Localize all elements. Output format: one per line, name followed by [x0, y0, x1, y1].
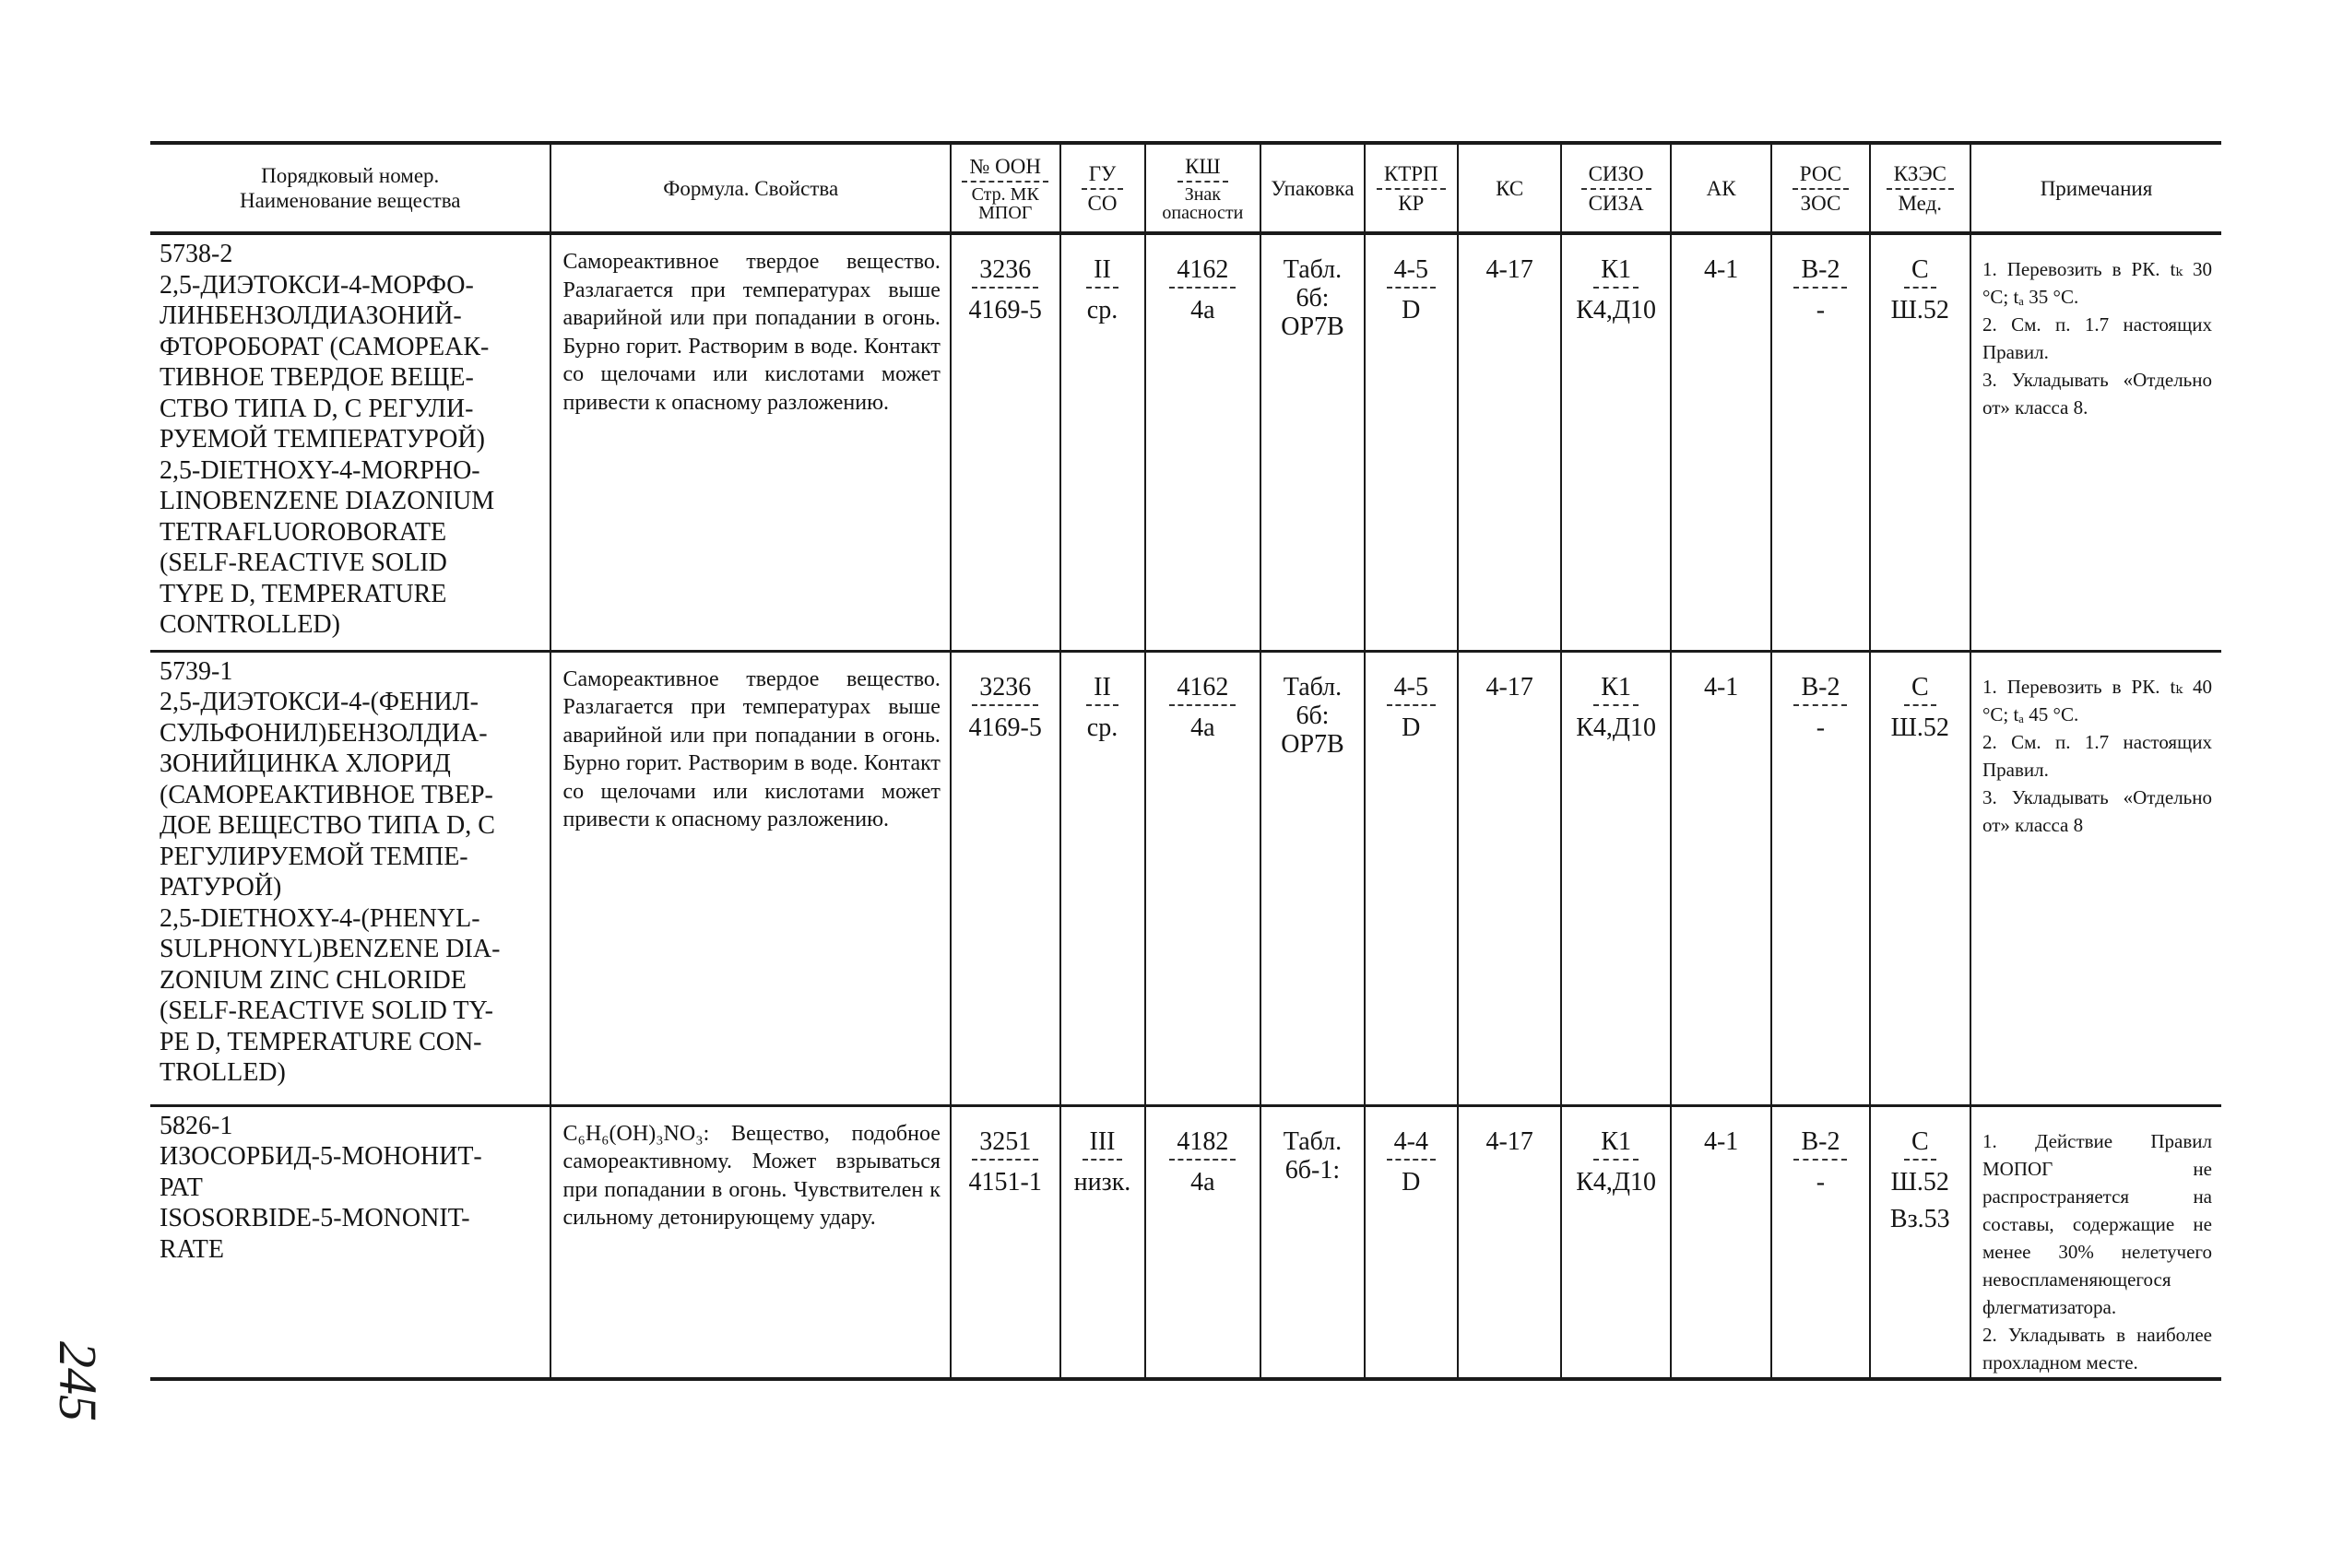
pack-line: 6б-1:: [1284, 1155, 1341, 1185]
med-value: Ш.52: [1890, 1167, 1949, 1197]
header-ks: КС: [1458, 143, 1561, 233]
gu-value: II: [1086, 673, 1118, 706]
kzes-cell: [1870, 233, 1970, 651]
table-row: [150, 651, 2221, 1105]
name-line: 5826-1: [160, 1111, 233, 1140]
ak-cell: 4-1: [1671, 1105, 1771, 1379]
name-line: РАТУРОЙ): [160, 873, 282, 902]
header-ktrp: [1365, 143, 1458, 233]
ksh-cell: [1145, 651, 1261, 1105]
header-sizo-bot: СИЗА: [1588, 191, 1644, 215]
header-un: [951, 143, 1060, 233]
ros-cell: [1771, 1105, 1869, 1379]
header-name-line2: Наименование вещества: [239, 189, 461, 212]
kzes-value: С: [1904, 1127, 1936, 1161]
name-line: ИЗОСОРБИД-5-МОНОНИТ-: [160, 1142, 482, 1171]
name-line: SULPHONYL)BENZENE DIA-: [160, 935, 501, 963]
ros-cell: [1771, 651, 1869, 1105]
header-ksh-bot1: Знак: [1184, 183, 1222, 205]
name-line: ЛИНБЕНЗОЛДИАЗОНИЙ-: [160, 301, 462, 330]
name-line: RATE: [160, 1234, 224, 1264]
sizo-cell: [1561, 651, 1671, 1105]
page-number: 245: [48, 1341, 108, 1421]
name-line: РУЕМОЙ ТЕМПЕРАТУРОЙ): [160, 425, 485, 454]
gu-cell: [1060, 651, 1145, 1105]
ros-cell: [1771, 233, 1869, 651]
header-ros-bot: ЗОС: [1800, 191, 1841, 215]
kzes-value: С: [1904, 673, 1936, 706]
header-sizo-top: СИЗО: [1581, 162, 1651, 190]
name-line: ZONIUM ZINC CHLORIDE: [160, 965, 467, 995]
header-kzes-bot: Мед.: [1898, 191, 1943, 215]
name-line: (SELF-REACTIVE SOLID: [160, 548, 447, 577]
pack-line: ОР7В: [1281, 312, 1344, 341]
gu-value: II: [1086, 255, 1118, 289]
name-line: 2,5-DIETHOXY-4-(PHENYL-: [160, 903, 480, 933]
packaging-cell: [1260, 1105, 1364, 1379]
hazard-sign: 4а: [1190, 713, 1215, 742]
header-ros: [1771, 143, 1869, 233]
name-line: 2,5-ДИЭТОКСИ-4-(ФЕНИЛ-: [160, 688, 479, 716]
name-line: 2,5-ДИЭТОКСИ-4-МОРФО-: [160, 270, 474, 300]
un-number: 3251: [972, 1127, 1038, 1161]
name-line: ISOSORBIDE-5-MONONIT-: [160, 1204, 470, 1232]
note-line: 2. См. п. 1.7 настоящих Правил.: [1982, 730, 2212, 781]
kr-value: D: [1402, 296, 1421, 324]
ks-cell: 4-17: [1458, 1105, 1561, 1379]
name-line: 5738-2: [160, 240, 233, 268]
sizo-value: К1: [1593, 255, 1639, 289]
header-un-bot1: Стр. МК: [971, 183, 1039, 205]
ak-cell: 4-1: [1671, 233, 1771, 651]
kzes-value: С: [1904, 255, 1936, 289]
siza-value: К4,Д10: [1576, 713, 1657, 742]
sizo-value: К1: [1593, 1127, 1639, 1161]
name-line: LINOBENZENE DIAZONIUM: [160, 487, 495, 515]
substance-name-cell: [150, 1105, 550, 1379]
header-gu-bot: СО: [1087, 191, 1118, 215]
note-line: 2. См. п. 1.7 настоящих Правил.: [1982, 313, 2212, 363]
un-cell: [951, 651, 1060, 1105]
kzes-cell: [1870, 1105, 1970, 1379]
ak-cell: 4-1: [1671, 651, 1771, 1105]
ksh-value: 4182: [1169, 1127, 1236, 1161]
zos-value: -: [1816, 713, 1826, 742]
med-value: Ш.52: [1890, 713, 1949, 742]
substance-name-cell: [150, 233, 550, 651]
header-ktrp-bot: КР: [1398, 191, 1425, 215]
notes-cell: [1970, 651, 2221, 1105]
name-line: TROLLED): [160, 1058, 286, 1087]
ktrp-value: 4-5: [1387, 673, 1436, 706]
packaging-cell: [1260, 233, 1364, 651]
note-line: 2. Укладывать в наиболее прохладном месте.: [1982, 1323, 2212, 1373]
name-line: TYPE D, TEMPERATURE: [160, 579, 447, 608]
kzes-cell: [1870, 651, 1970, 1105]
ks-cell: 4-17: [1458, 233, 1561, 651]
note-line: 3. Укладывать «Отдельно от» класса 8.: [1982, 369, 2212, 419]
header-name-line1: Порядковый номер.: [261, 164, 440, 187]
notes-cell: [1970, 1105, 2221, 1379]
note-line: 3. Укладывать «Отдельно от» класса 8: [1982, 785, 2212, 836]
header-notes: Примечания: [1970, 143, 2221, 233]
ks-cell: 4-17: [1458, 651, 1561, 1105]
note-line: 1. Перевозить в РК. tₖ 40 °С; tₐ 45 °С.: [1982, 675, 2212, 725]
substances-table: [150, 141, 2221, 1381]
ktrp-cell: [1365, 1105, 1458, 1379]
ktrp-value: 4-4: [1387, 1127, 1436, 1161]
properties-cell: [550, 651, 950, 1105]
name-line: (САМОРЕАКТИВНОЕ ТВЕР-: [160, 780, 493, 809]
zos-value: -: [1816, 1167, 1826, 1197]
pack-line: Табл.: [1283, 255, 1343, 284]
kr-value: D: [1402, 1167, 1421, 1197]
name-line: РАТ: [160, 1173, 203, 1202]
mk-page: 4169-5: [968, 713, 1042, 742]
ksh-value: 4162: [1169, 673, 1236, 706]
hazard-sign: 4а: [1190, 296, 1215, 324]
zos-value: -: [1816, 296, 1826, 324]
mk-page: 4169-5: [968, 296, 1042, 324]
name-line: ТИВНОЕ ТВЕРДОЕ ВЕЩЕ-: [160, 363, 474, 392]
header-gu: [1060, 143, 1145, 233]
table-row: [150, 233, 2221, 651]
properties-text: Самореактивное твердое вещество. Разлагается при температурах выше аварийной или при попадании в огонь. Бурно горит. Растворим в воде. Контакт со щелочами или кислотами может привести к опасному разложению.: [562, 666, 941, 831]
table-header-row: [150, 143, 2221, 233]
kzes-extra-value: Вз.53: [1889, 1204, 1950, 1233]
header-ros-top: РОС: [1793, 162, 1849, 190]
sizo-cell: [1561, 1105, 1671, 1379]
header-kzes-top: КЗЭС: [1887, 162, 1954, 190]
header-ak: АК: [1671, 143, 1771, 233]
med-value: Ш.52: [1890, 296, 1949, 324]
un-number: 3236: [972, 673, 1038, 706]
gu-value: III: [1083, 1127, 1123, 1161]
siza-value: К4,Д10: [1576, 296, 1657, 324]
header-ksh-bot2: опасности: [1162, 202, 1244, 223]
name-line: СТВО ТИПА D, С РЕГУЛИ-: [160, 394, 474, 423]
pack-line: Табл.: [1283, 672, 1343, 701]
properties-cell: [550, 233, 950, 651]
name-line: СУЛЬФОНИЛ)БЕНЗОЛДИА-: [160, 718, 488, 748]
substance-name-cell: [150, 651, 550, 1105]
hazard-sign: 4а: [1190, 1167, 1215, 1197]
packaging-cell: [1260, 651, 1364, 1105]
siza-value: К4,Д10: [1576, 1167, 1657, 1197]
ksh-cell: [1145, 1105, 1261, 1379]
un-cell: [951, 233, 1060, 651]
name-line: ДОЕ ВЕЩЕСТВО ТИПА D, С: [160, 811, 495, 840]
ktrp-value: 4-5: [1387, 255, 1436, 289]
header-ksh: [1145, 143, 1261, 233]
name-line: 5739-1: [160, 656, 233, 686]
header-ktrp-top: КТРП: [1377, 162, 1446, 190]
name-line: 2,5-DIETHOXY-4-MORPHO-: [160, 455, 480, 485]
un-number: 3236: [972, 255, 1038, 289]
header-formula: Формула. Свойства: [550, 143, 950, 233]
ros-value: В-2: [1793, 1127, 1847, 1161]
properties-text: C₆H₆(OH)₃NO₃: Вещество, подобное самореактивному. Может взрываться при попадании в огонь. Чувствителен к сильному детонирующему удару.: [562, 1121, 941, 1230]
name-line: PE D, TEMPERATURE CON-: [160, 1027, 482, 1056]
properties-cell: [550, 1105, 950, 1379]
sizo-cell: [1561, 233, 1671, 651]
name-line: CONTROLLED): [160, 610, 340, 639]
header-un-top: № ООН: [962, 155, 1048, 183]
name-line: TETRAFLUOROBORATE: [160, 517, 447, 547]
header-un-bot2: МПОГ: [978, 202, 1033, 223]
name-line: (SELF-REACTIVE SOLID TY-: [160, 996, 493, 1025]
pack-line: 6б:: [1296, 701, 1330, 730]
ktrp-cell: [1365, 651, 1458, 1105]
notes-cell: [1970, 233, 2221, 651]
so-value: ср.: [1086, 713, 1118, 742]
header-kzes: [1870, 143, 1970, 233]
mk-page: 4151-1: [968, 1167, 1042, 1197]
note-line: 1. Действие Правил МОПОГ не распространяется на составы, содержащие не менее 30% нелетучего невоспламеняющегося флегматизатора.: [1982, 1129, 2212, 1318]
table-row: [150, 1105, 2221, 1379]
header-name: [150, 143, 550, 233]
pack-line: Табл.: [1283, 1126, 1343, 1156]
name-line: ЗОНИЙЦИНКА ХЛОРИД: [160, 749, 451, 778]
kr-value: D: [1402, 713, 1421, 742]
ros-value: В-2: [1793, 255, 1847, 289]
un-cell: [951, 1105, 1060, 1379]
ros-value: В-2: [1793, 673, 1847, 706]
ktrp-cell: [1365, 233, 1458, 651]
gu-cell: [1060, 1105, 1145, 1379]
note-line: 1. Перевозить в РК. tₖ 30 °С; tₐ 35 °С.: [1982, 258, 2212, 308]
properties-text: Самореактивное твердое вещество. Разлагается при температурах выше аварийной или при попадании в огонь. Бурно горит. Растворим в воде. Контакт со щелочами или кислотами может привести к опасному разложению.: [562, 250, 941, 415]
header-sizo: [1561, 143, 1671, 233]
header-ksh-top: КШ: [1177, 155, 1228, 183]
sizo-value: К1: [1593, 673, 1639, 706]
header-pack: Упаковка: [1260, 143, 1364, 233]
gu-cell: [1060, 233, 1145, 651]
so-value: ср.: [1086, 296, 1118, 324]
name-line: РЕГУЛИРУЕМОЙ ТЕМПЕ-: [160, 842, 468, 871]
header-gu-top: ГУ: [1082, 162, 1124, 190]
name-line: ФТОРОБОРАТ (САМОРЕАК-: [160, 332, 490, 361]
so-value: низк.: [1073, 1167, 1131, 1197]
pack-line: ОР7В: [1281, 729, 1344, 759]
pack-line: 6б:: [1296, 284, 1330, 312]
ksh-value: 4162: [1169, 255, 1236, 289]
ksh-cell: [1145, 233, 1261, 651]
